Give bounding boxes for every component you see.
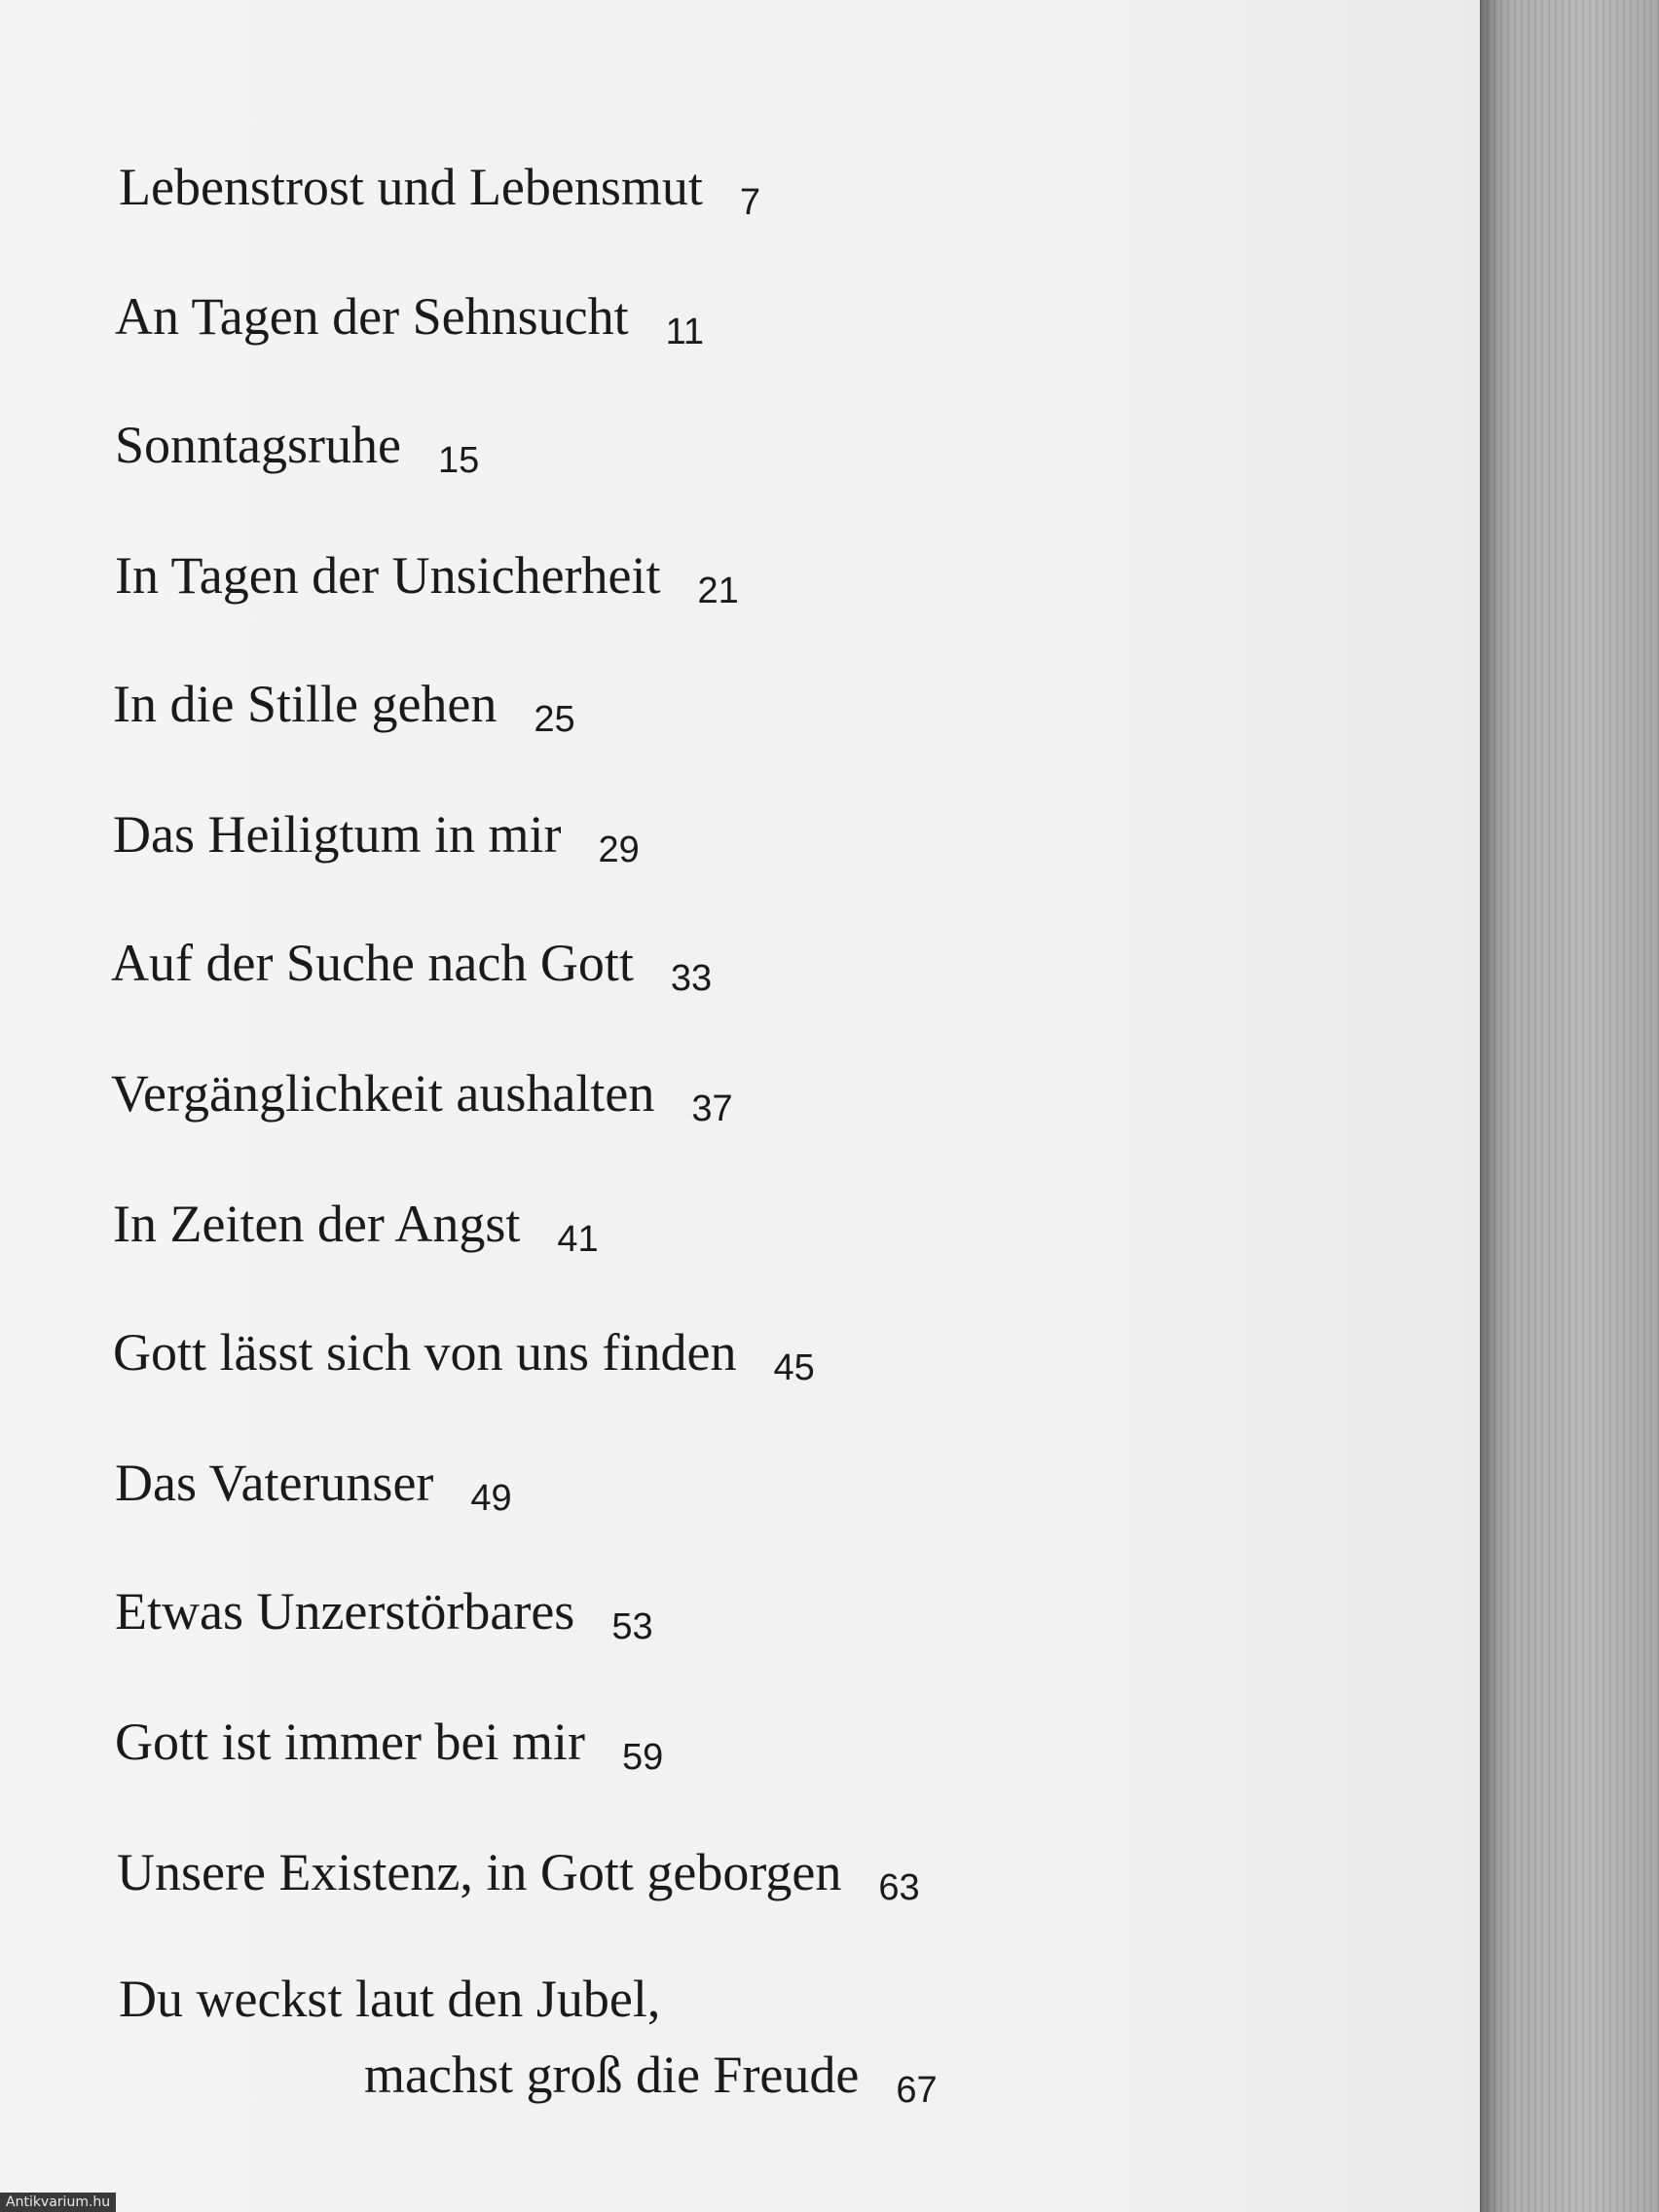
toc-title: Gott ist immer bei mir — [115, 1713, 585, 1771]
toc-page-number: 49 — [470, 1478, 512, 1519]
toc-page-number: 67 — [896, 2070, 938, 2111]
toc-title: Auf der Suche nach Gott — [111, 934, 634, 992]
toc-page-number: 45 — [773, 1347, 815, 1388]
toc-page-number: 11 — [665, 312, 705, 352]
toc-entry — [115, 546, 739, 611]
toc-page-number: 41 — [557, 1219, 599, 1260]
toc-page-number: 33 — [670, 958, 713, 999]
toc-title: Etwas Unzerstörbares — [115, 1582, 575, 1641]
watermark: Antikvarium.hu — [0, 2193, 116, 2212]
toc-page-number: 63 — [878, 1867, 920, 1908]
toc-page-number: 29 — [598, 830, 640, 870]
toc-title: In Zeiten der Angst — [113, 1195, 521, 1253]
toc-page-number: 59 — [621, 1737, 664, 1778]
toc-page-number: 15 — [437, 440, 480, 481]
toc-entry — [113, 1323, 815, 1388]
toc-title: Lebenstrost und Lebensmut — [119, 158, 703, 216]
toc-entry — [113, 675, 575, 740]
toc-title: Das Vaterunser — [115, 1454, 434, 1512]
toc-title-line2: machst groß die Freude — [364, 2046, 860, 2104]
toc-entry — [119, 158, 761, 223]
page-edge — [1480, 0, 1659, 2212]
toc-title: Vergänglichkeit aushalten — [111, 1064, 655, 1123]
toc-page-number: 7 — [739, 182, 761, 223]
toc-entry — [115, 1582, 653, 1647]
toc-title: Sonntagsruhe — [115, 416, 401, 474]
toc-entry — [117, 1843, 920, 1908]
toc-entry — [111, 934, 713, 999]
toc-entry — [115, 1454, 512, 1519]
toc-entry — [119, 1970, 938, 2111]
toc-title: In die Stille gehen — [113, 675, 498, 733]
edge-shadow — [1480, 0, 1501, 2212]
toc-title: In Tagen der Unsicherheit — [115, 546, 661, 605]
toc-entry — [113, 1195, 599, 1260]
toc-title-line1: Du weckst laut den Jubel, — [119, 1970, 661, 2028]
toc-title: Das Heiligtum in mir — [113, 805, 562, 864]
toc-title: Unsere Existenz, in Gott geborgen — [117, 1843, 842, 1901]
toc-entry — [111, 1064, 733, 1129]
toc-page-number: 21 — [697, 571, 739, 611]
toc-title-line2-wrap — [364, 2046, 938, 2111]
toc-entry — [115, 287, 705, 352]
toc-page-number: 37 — [691, 1088, 733, 1129]
toc-entry — [115, 416, 480, 481]
toc-title: Gott lässt sich von uns finden — [113, 1323, 737, 1382]
toc-entry — [113, 805, 640, 870]
toc-page-number: 25 — [534, 699, 575, 740]
toc-entry — [115, 1713, 664, 1778]
toc-page-number: 53 — [611, 1606, 653, 1647]
toc-title: An Tagen der Sehnsucht — [115, 287, 629, 346]
